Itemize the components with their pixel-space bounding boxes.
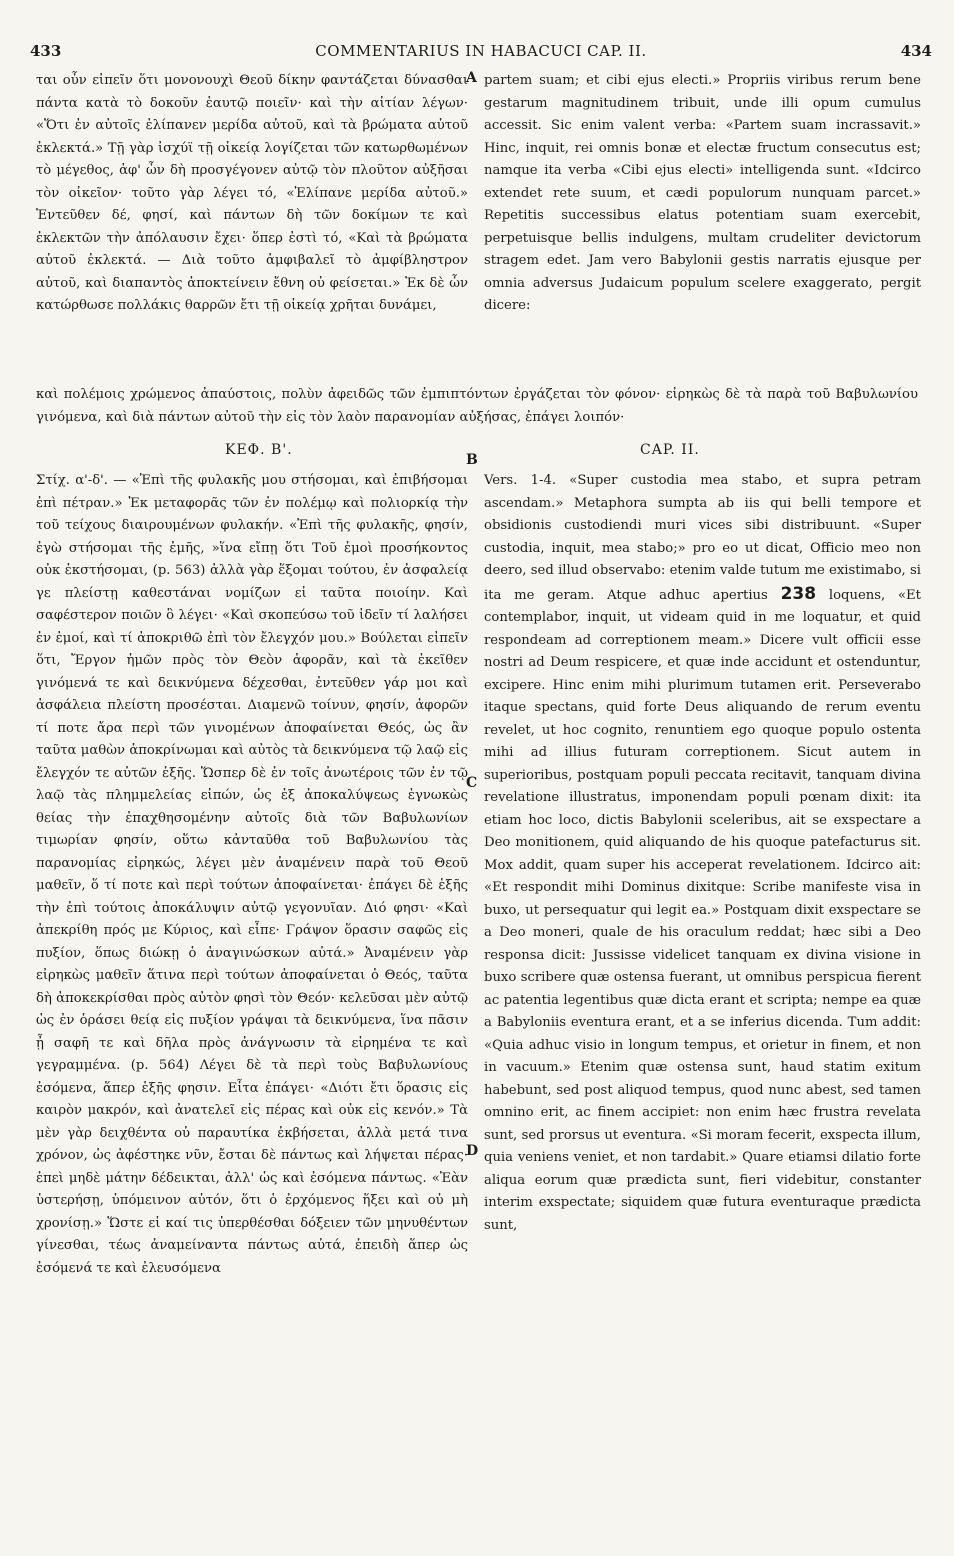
greek-column-main [36,470,468,1280]
greek-column-top [36,70,468,318]
greek-paragraph-top: ται οὖν εἰπεῖν ὅτι μονονουχὶ Θεοῦ δίκην φαντάζεται δύνασθαι πάντα κατὰ τὸ δοκοῦν ἑαυτῷ ποιεῖν· καὶ τὴν αἰτίαν λέγων· «Ὅτι ἐν αὐτοῖς ἐλίπανεν μερίδα αὐτοῦ, καὶ τὰ βρώματα αὐτοῦ ἐκλεκτά.» Τῇ γὰρ ἰσχύϊ τῇ οἰκείᾳ λογίζεται τῶν κατωρθωμένων τὸ μέγεθος, ἀφ' ὧν δὴ προσγέγονεν αὐτῷ τὸν πλοῦτον αὐξῆσαι τὸν οἰκεῖον· τοῦτο γὰρ λέγει τό, «Ἐλίπανε μερίδα αὐτοῦ.» Ἐντεῦθεν δέ, φησί, καὶ πάντων δὴ τῶν δοκίμων τε καὶ ἐκλεκτῶν τὴν ἀπόλαυσιν ἔχει· ὅπερ ἐστὶ τό, «Καὶ τὰ βρώματα αὐτοῦ ἐκλεκτά. — Διὰ τοῦτο ἀμφιβαλεῖ τὸ ἀμφίβληστρον αὐτοῦ, καὶ διαπαντὸς ἀποκτείνειν ἔθνη οὐ φείσεται.» Ἐκ δὲ ὧν κατώρθωσε πολλάκις θαρρῶν ἔτι τῇ οἰκείᾳ χρῆται δυνάμει, [36,73,468,313]
margin-marker-d: D [466,1143,479,1159]
latin-paragraph-top: partem suam; et cibi ejus electi.» Propriis viribus rerum bene gestarum magnitudinem tribuit, unde illi opum cumulus accessit. Sic enim valent verba: «Partem suam incrassavit.» Hinc, inquit, rei omnis bonæ et electæ fructum consecutus est; namque ita verba «Cibi ejus electi» intelligenda sunt. «Idcirco extendet rete suum, et cædi populorum nunquam parcet.» Repetitis successibus elatus potentiam suam exercebit, perpetuisque bellis indulgens, multam crudeliter devictorum stragem edet. Jam vero Babylonii gestis narratis ejusque per omnia adversus Judaicum populum scelere exaggerato, pergit dicere: [484,73,921,313]
greek-fullwidth-continuation: καὶ πολέμοις χρώμενος ἀπαύστοις, πολὺν ἀφειδῶς τῶν ἐμπιπτόντων ἐργάζεται τὸν φόνον· εἰρηκὼς δὲ τὰ παρὰ τοῦ Βαβυλωνίου γινόμενα, καὶ διὰ πάντων αὐτοῦ τὴν εἰς τὸν λαὸν παρανομίαν αὐξήσας, ἐπάγει λοιπόν· [36,387,918,425]
latin-text-part-b: loquens, «Et contemplabor, inquit, ut videam quid in me loquatur, et quid respondeam ad correptionem meam.» Dicere vult officii esse nostri ad Deum respicere, et quæ inde accidunt et ostenduntur, excipere. Hinc enim mihi plurimum tutamen erit. Perseverabo itaque spectans, quid forte Deus aliquando de rerum eventu revelet, ut hoc cognito, renuntiem ego quoque populo ostenta mihi ad illius futuram correptionem. Sicut autem in superioribus, postquam populi peccata recitavit, tanquam divina revelatione illustratus, imponendam populi pœnam dixit: ita etiam hoc loco, dictis Babylonii sceleribus, ait se exspectare a Deo monitionem, quid aliquando de his quoque patefacturus sit. Mox addit, quam super his acceperat revelationem. Idcirco ait: «Et respondit mihi Dominus dixitque: Scribe manifeste visa in buxo, ut persequatur qui legit ea.» Postquam dixit exspectare se a Deo moneri, quale de his oraculum reddat; hæc sibi a Deo responsa dicit: Jussisse videlicet tanquam ex divina visione in buxo scribere quæ ostensa fuerant, ut omnibus perspicua fierent ac patentia legentibus quæ dicta erant et scripta; nempe ea quæ a Babyloniis eventura erant, et a se inferius dicenda. Tum addit: «Quia adhuc visio in longum tempus, et orietur in finem, et non in vacuum.» Etenim quæ ostensa sunt, haud statim exitum habebunt, sed post aliquod tempus, quod nunc abest, sed tamen omnino erit, ac finem accipiet: non enim hæc frustra revelata sunt, sed prorsus ut eventura. «Si moram fecerit, exspecta illum, quia veniens veniet, et non tardabit.» Quare etiamsi dilatio forte aliqua eorum quæ prædicta sunt, fieri videbitur, constanter interim exspectate; siquidem quæ futura eventuraque prædicta sunt, [484,587,921,1233]
page-number-right: 434 [900,42,932,60]
latin-text-part-a: Vers. 1-4. «Super custodia mea stabo, et supra petram ascendam.» Metaphora sumpta ab iis qui belli tempore et obsidionis custodiendi muri vices sibi distribuunt. «Super custodia, inquit, mea stabo;» pro eo ut dicat, Officio meo non deero, sed illud observabo: etenim valde tutum me existimabo, si ita me geram. Atque adhuc apertius [484,473,921,603]
running-title: COMMENTARIUS IN HABACUCI CAP. II. [315,42,647,60]
chapter-heading-latin: CAP. II. [640,442,700,458]
latin-column-main [484,470,921,1237]
chapter-heading-greek: ΚΕΦ. Β'. [225,442,293,458]
page-number-left: 433 [30,42,62,60]
latin-column-top [484,70,921,318]
running-header [30,42,932,64]
latin-paragraph-main [484,470,921,1237]
margin-marker-c: C [466,775,478,791]
margin-marker-a: A [466,70,477,86]
margin-marker-b: B [466,452,478,468]
column-number: 238 [780,583,817,604]
greek-paragraph-main: Στίχ. α'-δ'. — «Ἐπὶ τῆς φυλακῆς μου στήσομαι, καὶ ἐπιβήσομαι ἐπὶ πέτραν.» Ἐκ μεταφορᾶς τῶν ἐν πολέμῳ καὶ πολιορκίᾳ τὴν τοῦ τείχους διαιρουμένων φυλακήν. «Ἐπὶ τῆς φυλακῆς, φησίν, ἐγὼ στήσομαι τῆς ἐμῆς, »ἵνα εἴπῃ ὅτι Τοῦ ἐμοὶ προσήκοντος οὐκ ἐκστήσομαι, (p. 563) ἀλλὰ γὰρ ἕξομαι τούτου, ἐν ἀσφαλείᾳ γε πλείστῃ καθεστάναι νομίζων εἰ ταῦτα ποιοίην. Καὶ σαφέστερον ποιῶν ὃ λέγει· «Καὶ σκοπεύσω τοῦ ἰδεῖν τί λαλήσει ἐν ἐμοί, καὶ τί ἀποκριθῶ ἐπὶ τὸν ἔλεγχόν μου.» Βούλεται εἰπεῖν ὅτι, Ἔργον ἡμῶν πρὸς τὸν Θεὸν ἀφορᾶν, καὶ τὰ ἐκεῖθεν γινόμενά τε καὶ δεικνύμενα δέχεσθαι, ἐντεῦθεν γάρ μοι καὶ ἀσφάλεια πλείστη προσέσται. Διαμενῶ τοίνυν, φησίν, ἀφορῶν τί ποτε ἄρα περὶ τῶν γινομένων ἀποφαίνεται Θεός, ὡς ἂν ταῦτα μαθὼν ἀποκρίνωμαι καὶ αὐτὸς τὰ δεικνύμενα τῷ λαῷ εἰς ἔλεγχόν τε αὐτῶν ἑξῆς. Ὥσπερ δὲ ἐν τοῖς ἀνωτέροις τῶν ἐν τῷ λαῷ τὰς πλημμελείας εἰπών, ὡς ἐξ ἀποκαλύψεως ἐγνωκὼς θείας τὴν ἐπαχθησομένην αὐτοῖς διὰ τῶν Βαβυλωνίων τιμωρίαν φησίν, οὕτω κἀνταῦθα τοῦ Βαβυλωνίου τὰς παρανομίας εἰρηκώς, λέγει μὲν ἀναμένειν παρὰ τοῦ Θεοῦ μαθεῖν, ὅ τί ποτε καὶ περὶ τούτων ἀποφαίνεται· ἐπάγει δὲ ἑξῆς τὴν ἐπὶ τούτοις ἀποκάλυψιν αὐτῷ γεγονυῖαν. Διό φησι· «Καὶ ἀπεκρίθη πρός με Κύριος, καὶ εἶπε· Γράψον ὅρασιν σαφῶς εἰς πυξίον, ὅπως διώκῃ ὁ ἀναγινώσκων αὐτά.» Ἀναμένειν γὰρ εἰρηκὼς μαθεῖν ἅτινα περὶ τούτων ἀποφαίνεται ὁ Θεός, ταῦτα δὴ ἀποκεκρίσθαι πρὸς αὐτὸν φησὶ τὸν Θεόν· κελεῦσαι μὲν αὐτῷ ὡς ἐν ὁράσει θείᾳ εἰς πυξίον γράψαι τὰ δεικνύμενα, ἵνα πᾶσιν ᾖ σαφῆ τε καὶ δῆλα πρὸς ἀνάγνωσιν τὰ εἰρημένα τε καὶ γεγραμμένα. (p. 564) Λέγει δὲ τὰ περὶ τοὺς Βαβυλωνίους ἐσόμενα, ἅπερ ἑξῆς φησιν. Εἶτα ἐπάγει· «Διότι ἔτι ὅρασις εἰς καιρὸν μακρόν, καὶ ἀνατελεῖ εἰς πέρας καὶ οὐκ εἰς κενόν.» Τὰ μὲν γὰρ δειχθέντα οὐ παραυτίκα ἐκβήσεται, ἀλλὰ μετά τινα χρόνον, ὡς ἀφέστηκε νῦν, ἔσται δὲ πάντως καὶ λήψεται πέρας· ἐπεὶ μηδὲ μάτην δέδεικται, ἀλλ' ὡς καὶ ἐσόμενα πάντως. «Ἐὰν ὑστερήσῃ, ὑπόμεινον αὐτόν, ὅτι ὁ ἐρχόμενος ἥξει καὶ οὐ μὴ χρονίσῃ.» Ὥστε εἰ καί τις ὑπερθέσθαι δόξειεν τῶν μηνυθέντων γίνεσθαι, τέως ἀναμείναντα πάντως αὐτά, ἐπειδὴ ἅπερ ὡς ἐσόμενά τε καὶ ἐλευσόμενα [36,473,468,1276]
